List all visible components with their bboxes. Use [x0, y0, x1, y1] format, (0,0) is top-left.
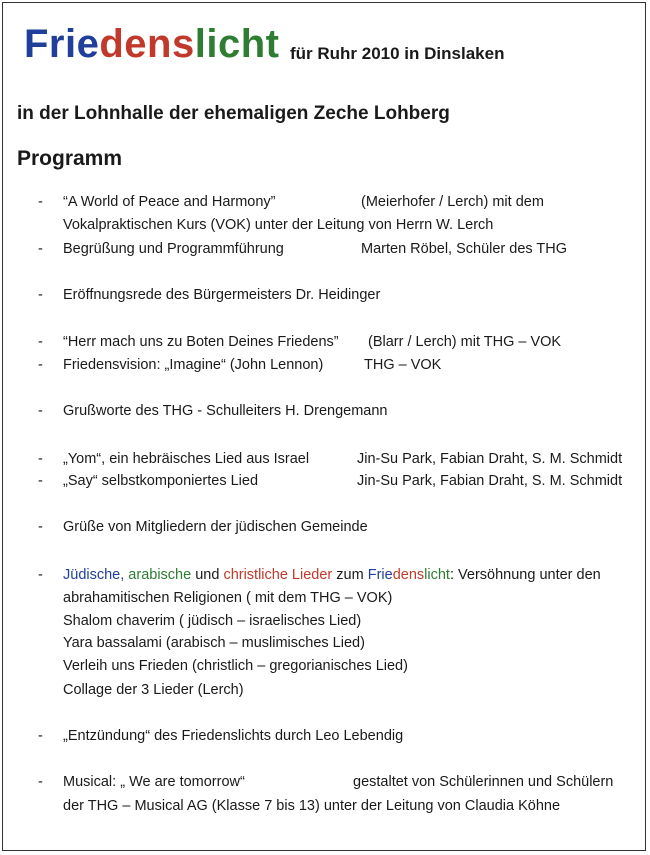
page-border	[2, 2, 646, 851]
item-title: Musical: „ We are tomorrow“	[63, 774, 245, 790]
item-detail: Vokalpraktischen Kurs (VOK) unter der Leitung von Herrn W. Lerch	[63, 217, 494, 233]
item-title: Friedensvision: „Imagine“ (John Lennon)	[63, 357, 324, 373]
bullet-dash: -	[38, 334, 43, 350]
bullet-dash: -	[38, 194, 43, 210]
program-heading: Programm	[17, 147, 123, 170]
bullet-dash: -	[38, 287, 43, 303]
item-title: „Yom“, ein hebräisches Lied aus Israel	[63, 451, 310, 467]
brand-part-3: licht	[194, 22, 280, 66]
item-performer: Marten Röbel, Schüler des THG	[361, 241, 568, 257]
word-arabische: arabische	[128, 567, 192, 583]
item-title: “Herr mach uns zu Boten Deines Friedens”	[63, 334, 339, 350]
word-versoehnung: : Versöhnung unter den	[449, 567, 601, 583]
item-title: Grüße von Mitgliedern der jüdischen Gemeinde	[63, 519, 368, 535]
item-title-colored	[63, 566, 601, 584]
item-title: „Entzündung“ des Friedenslichts durch Leo Lebendig	[63, 728, 404, 744]
brand-part-2: dens	[99, 22, 195, 66]
word-christliche-lieder: christliche Lieder	[223, 567, 333, 583]
item-performer: (Meierhofer / Lerch) mit dem	[361, 194, 544, 210]
item-detail: Collage der 3 Lieder (Lerch)	[63, 682, 244, 698]
item-title: “A World of Peace and Harmony”	[63, 194, 276, 210]
item-detail: Yara bassalami (arabisch – muslimisches Lied)	[63, 635, 365, 651]
word-dens: dens	[392, 567, 425, 583]
item-title: Grußworte des THG - Schulleiters H. Drengemann	[63, 403, 388, 419]
word-frie: Frie	[367, 567, 393, 583]
bullet-dash: -	[38, 728, 43, 744]
bullet-dash: -	[38, 357, 43, 373]
bullet-dash: -	[38, 403, 43, 419]
item-performer: Jin-Su Park, Fabian Draht, S. M. Schmidt	[357, 473, 623, 489]
item-performer: (Blarr / Lerch) mit THG – VOK	[368, 334, 562, 350]
word-zum: zum	[336, 567, 364, 583]
word-juedische: Jüdische,	[63, 567, 125, 583]
word-und: und	[195, 567, 220, 583]
item-detail: Verleih uns Frieden (christlich – gregorianisches Lied)	[63, 658, 408, 674]
bullet-dash: -	[38, 774, 43, 790]
item-detail: abrahamitischen Religionen ( mit dem THG – VOK)	[63, 590, 393, 606]
item-title: Begrüßung und Programmführung	[63, 241, 284, 257]
item-title: „Say“ selbstkomponiertes Lied	[63, 473, 259, 489]
item-performer: THG – VOK	[364, 357, 442, 373]
brand-part-1: Frie	[24, 22, 100, 66]
bullet-dash: -	[38, 567, 43, 583]
bullet-dash: -	[38, 473, 43, 489]
item-title: Eröffnungsrede des Bürgermeisters Dr. Heidinger	[63, 287, 381, 303]
bullet-dash: -	[38, 241, 43, 257]
brand-title	[24, 22, 279, 66]
bullet-dash: -	[38, 519, 43, 535]
subtitle: für Ruhr 2010 in Dinslaken	[290, 44, 505, 63]
bullet-dash: -	[38, 451, 43, 467]
item-performer: Jin-Su Park, Fabian Draht, S. M. Schmidt	[357, 451, 623, 467]
item-detail: der THG – Musical AG (Klasse 7 bis 13) unter der Leitung von Claudia Köhne	[63, 798, 561, 814]
venue-heading: in der Lohnhalle der ehemaligen Zeche Lohberg	[17, 103, 450, 124]
item-performer: gestaltet von Schülerinnen und Schülern	[353, 774, 614, 790]
item-detail: Shalom chaverim ( jüdisch – israelisches Lied)	[63, 613, 362, 629]
word-licht: licht	[424, 567, 450, 583]
